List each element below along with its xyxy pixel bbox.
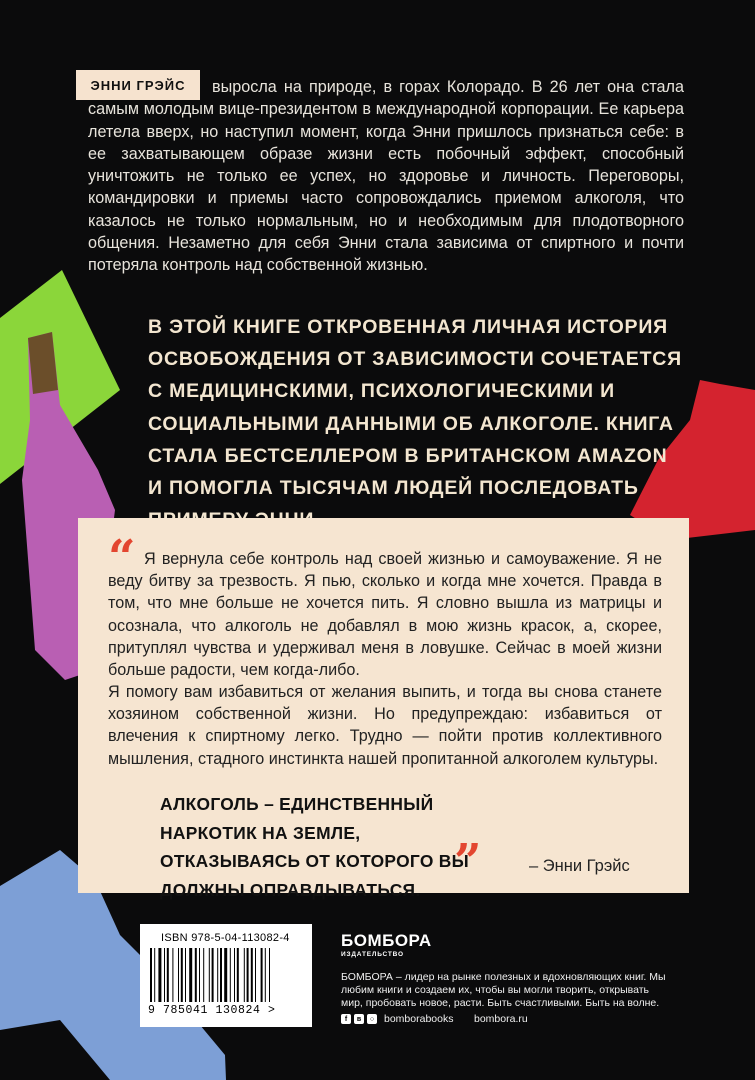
barcode-bar (199, 948, 200, 1002)
publisher-logo: БОМБОРА (341, 931, 432, 950)
barcode-bar (172, 948, 173, 1002)
barcode-bar (244, 948, 245, 1002)
publisher-subtitle: ИЗДАТЕЛЬСТВО (341, 951, 404, 958)
author-bio: выросла на природе, в горах Колорадо. В 26 лет она стала самым молодым вице-президентом в международной корпорации. Ее карьера летела вверх, но наступил момент, когда Энни пришлось признаться себе: в ее захватывающем образе жизни есть побочный эффект, способный уничтожить не только ее успех, но здоровье и личность. Переговоры, командировки и приемы часто сопровождались приемом алкоголя, что казалось не только нормальным, но и необходимым для плодотворного общения. Незаметно для себя Энни стала зависима от спиртного и почти потеряла контроль над собственной жизнью. (88, 78, 684, 275)
barcode-bar (203, 948, 204, 1002)
author-name-tag: ЭННИ ГРЭЙС (76, 70, 200, 100)
social-links (341, 1013, 453, 1025)
quote-paragraph-2: Я помогу вам избавиться от желания выпить, и тогда вы снова станете хозяином собственной жизни. Но предупреждаю: избавиться от влечения к спиртному легко. Трудно — пойти против коллективного мышления, стадного инстинкта нашей пропитанной алкоголем культуры. (108, 683, 662, 768)
barcode-bar (224, 948, 227, 1002)
vk-icon[interactable]: в (354, 1014, 364, 1024)
social-handle[interactable]: bomborabooks (384, 1013, 454, 1025)
barcode-bar (150, 948, 152, 1002)
barcode-bar (212, 948, 214, 1002)
barcode-bar (217, 948, 218, 1002)
barcode-bar (158, 948, 161, 1002)
book-headline: В ЭТОЙ КНИГЕ ОТКРОВЕННАЯ ЛИЧНАЯ ИСТОРИЯ ОСВОБОЖДЕНИЯ ОТ ЗАВИСИМОСТИ СОЧЕТАЕТСЯ С МЕДИЦИНСКИМИ, ПСИХОЛОГИЧЕСКИМИ И СОЦИАЛЬНЫМИ ДАННЫМИ ОБ АЛКОГОЛЕ. КНИГА СТАЛА БЕСТСЕЛЛЕРОМ В БРИТАНСКОМ AMAZON И ПОМОГЛА ТЫСЯЧАМ ЛЮДЕЙ ПОСЛЕДОВАТЬ (148, 316, 682, 500)
barcode-bar (164, 948, 165, 1002)
isbn-digits: 9 785041 130824 > (148, 1004, 276, 1017)
barcode-bar (154, 948, 155, 1002)
barcode-bar (237, 948, 239, 1002)
quote-paragraph-1: Я вернула себе контроль над своей жизнью и самоуважение. Я не веду битву за трезвость. Я пью, сколько и когда мне хочется. Правда в том, что мне больше не хочется пить. Я словно вышла из матрицы и осознала, что алкоголь не добавлял в мою жизнь красок, а, скорее, притуплял чувства и удерживал меня в ловушке. Сейчас в моей жизни больше радости, чем когда-либо. (108, 550, 662, 680)
barcode-bar (189, 948, 192, 1002)
barcode-bar (209, 948, 210, 1002)
barcode-bar (220, 948, 222, 1002)
barcode-bar (195, 948, 197, 1002)
barcode-bar (251, 948, 253, 1002)
barcode-bar (255, 948, 256, 1002)
barcode-bar (181, 948, 183, 1002)
barcode-bar (247, 948, 249, 1002)
barcode-bar (178, 948, 179, 1002)
instagram-icon[interactable]: ○ (367, 1014, 377, 1024)
quote-box (78, 518, 689, 900)
barcode (148, 948, 304, 1004)
publisher-description: БОМБОРА – лидер на рынке полезных и вдохновляющих книг. Мы любим книги и создаем их, чтобы вы могли творить, открывать мир, пробовать новое, расти. Быть счастливыми. Быть на волне. (341, 971, 666, 1010)
quote-closing: АЛКОГОЛЬ – ЕДИНСТВЕННЫЙ НАРКОТИК НА ЗЕМЛЕ, ОТКАЗЫВАЯСЬ ОТ КОТОРОГО ВЫ ДОЛЖНЫ ОПРАВДЫВАТЬСЯ. (160, 794, 469, 900)
barcode-bar (269, 948, 270, 1002)
open-quote-icon: “ (108, 530, 136, 586)
isbn-barcode-box (140, 924, 312, 1027)
publisher-website[interactable]: bombora.ru (474, 1013, 528, 1025)
close-quote-icon: ” (454, 834, 482, 890)
barcode-bar (265, 948, 266, 1002)
facebook-icon[interactable]: f (341, 1014, 351, 1024)
barcode-bar (234, 948, 235, 1002)
isbn-label: ISBN 978-5-04-113082-4 (161, 932, 290, 944)
barcode-bar (230, 948, 231, 1002)
barcode-bar (185, 948, 186, 1002)
barcode-bar (167, 948, 169, 1002)
quote-author: – Энни Грэйс (529, 857, 630, 875)
barcode-bar (261, 948, 263, 1002)
